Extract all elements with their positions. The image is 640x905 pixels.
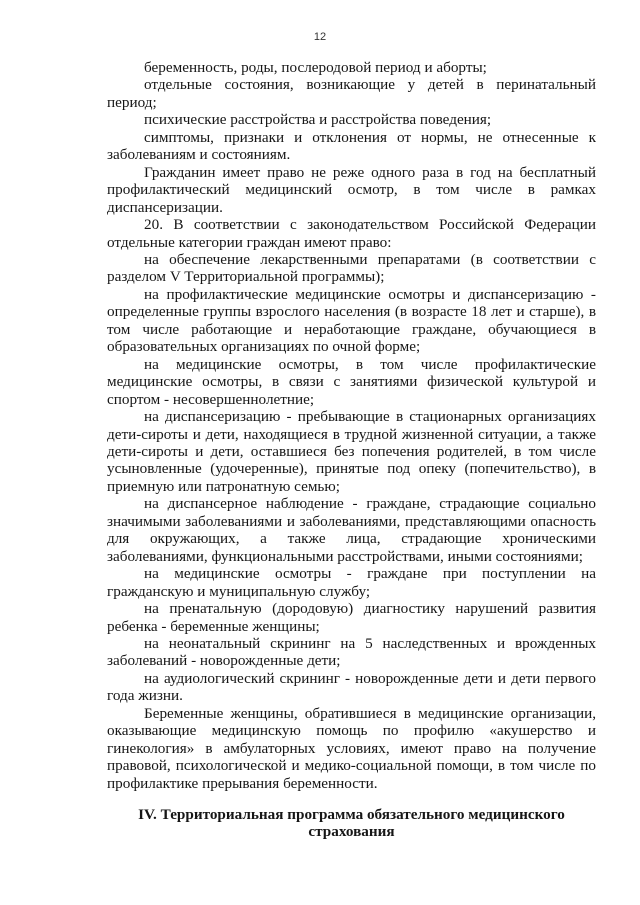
paragraph: на диспансерное наблюдение - граждане, страдающие социально значимыми заболеваниями и заболеваниями, представляющими опасность для окружающих, а также лица, страдающие хроническими заболеваниями, функциональными расстройствами, иными состояниями; [107,495,596,565]
page-number: 12 [313,31,327,43]
paragraph: на пренатальную (дородовую) диагностику нарушений развития ребенка - беременные женщины; [107,600,596,635]
paragraph: отдельные состояния, возникающие у детей в перинатальный период; [107,76,596,111]
paragraph: на неонатальный скрининг на 5 наследственных и врожденных заболеваний - новорожденные дети; [107,634,596,670]
paragraph: на медицинские осмотры, в том числе профилактические медицинские осмотры, в связи с занятиями физической культурой и спортом - несовершеннолетние; [107,355,596,408]
paragraph: на обеспечение лекарственными препаратами (в соответствии с разделом V Территориальной программы); [107,250,596,286]
section-heading-line: страхования [308,823,395,841]
paragraph: психические расстройства и расстройства поведения; [144,111,492,129]
paragraph: на профилактические медицинские осмотры и диспансеризацию - определенные группы взрослого населения (в возрасте 18 лет и старше), в том числе работающие и неработающие граждане, обучающиеся в образовательных организациях по очной форме; [107,285,596,356]
paragraph: на диспансеризацию - пребывающие в стационарных организациях дети-сироты и дети, находящиеся в трудной жизненной ситуации, а также дети-сироты и дети, оставшиеся без попечения родителей, в том числе усыновленные (удочеренные), принятые под опеку (попечительство), в приемную или патронатную семью; [107,408,596,495]
section-heading-line: IV. Территориальная программа обязательного медицинского [138,806,565,823]
paragraph: беременность, роды, послеродовой период и аборты; [144,59,487,76]
paragraph: на медицинские осмотры - граждане при поступлении на гражданскую и муниципальную службу; [107,565,596,600]
paragraph: на аудиологический скрининг - новорожденные дети и дети первого года жизни. [107,669,596,705]
body-text [107,59,596,792]
paragraph: симптомы, признаки и отклонения от нормы, не отнесенные к заболеваниям и состояниям. [107,128,596,164]
paragraph: Беременные женщины, обратившиеся в медицинские организации, оказывающие медицинскую помощь по профилю «акушерство и гинекология» в амбулаторных условиях, имеют право на получение правовой, психологической и медико-социальной помощи, в том числе по профилактике прерывания беременности. [107,704,596,792]
paragraph: Гражданин имеет право не реже одного раза в год на бесплатный профилактический медицинский осмотр, в том числе в рамках диспансеризации. [107,163,596,216]
paragraph: 20. В соответствии с законодательством Российской Федерации отдельные категории граждан имеют право: [107,216,596,251]
section-heading [107,806,596,841]
